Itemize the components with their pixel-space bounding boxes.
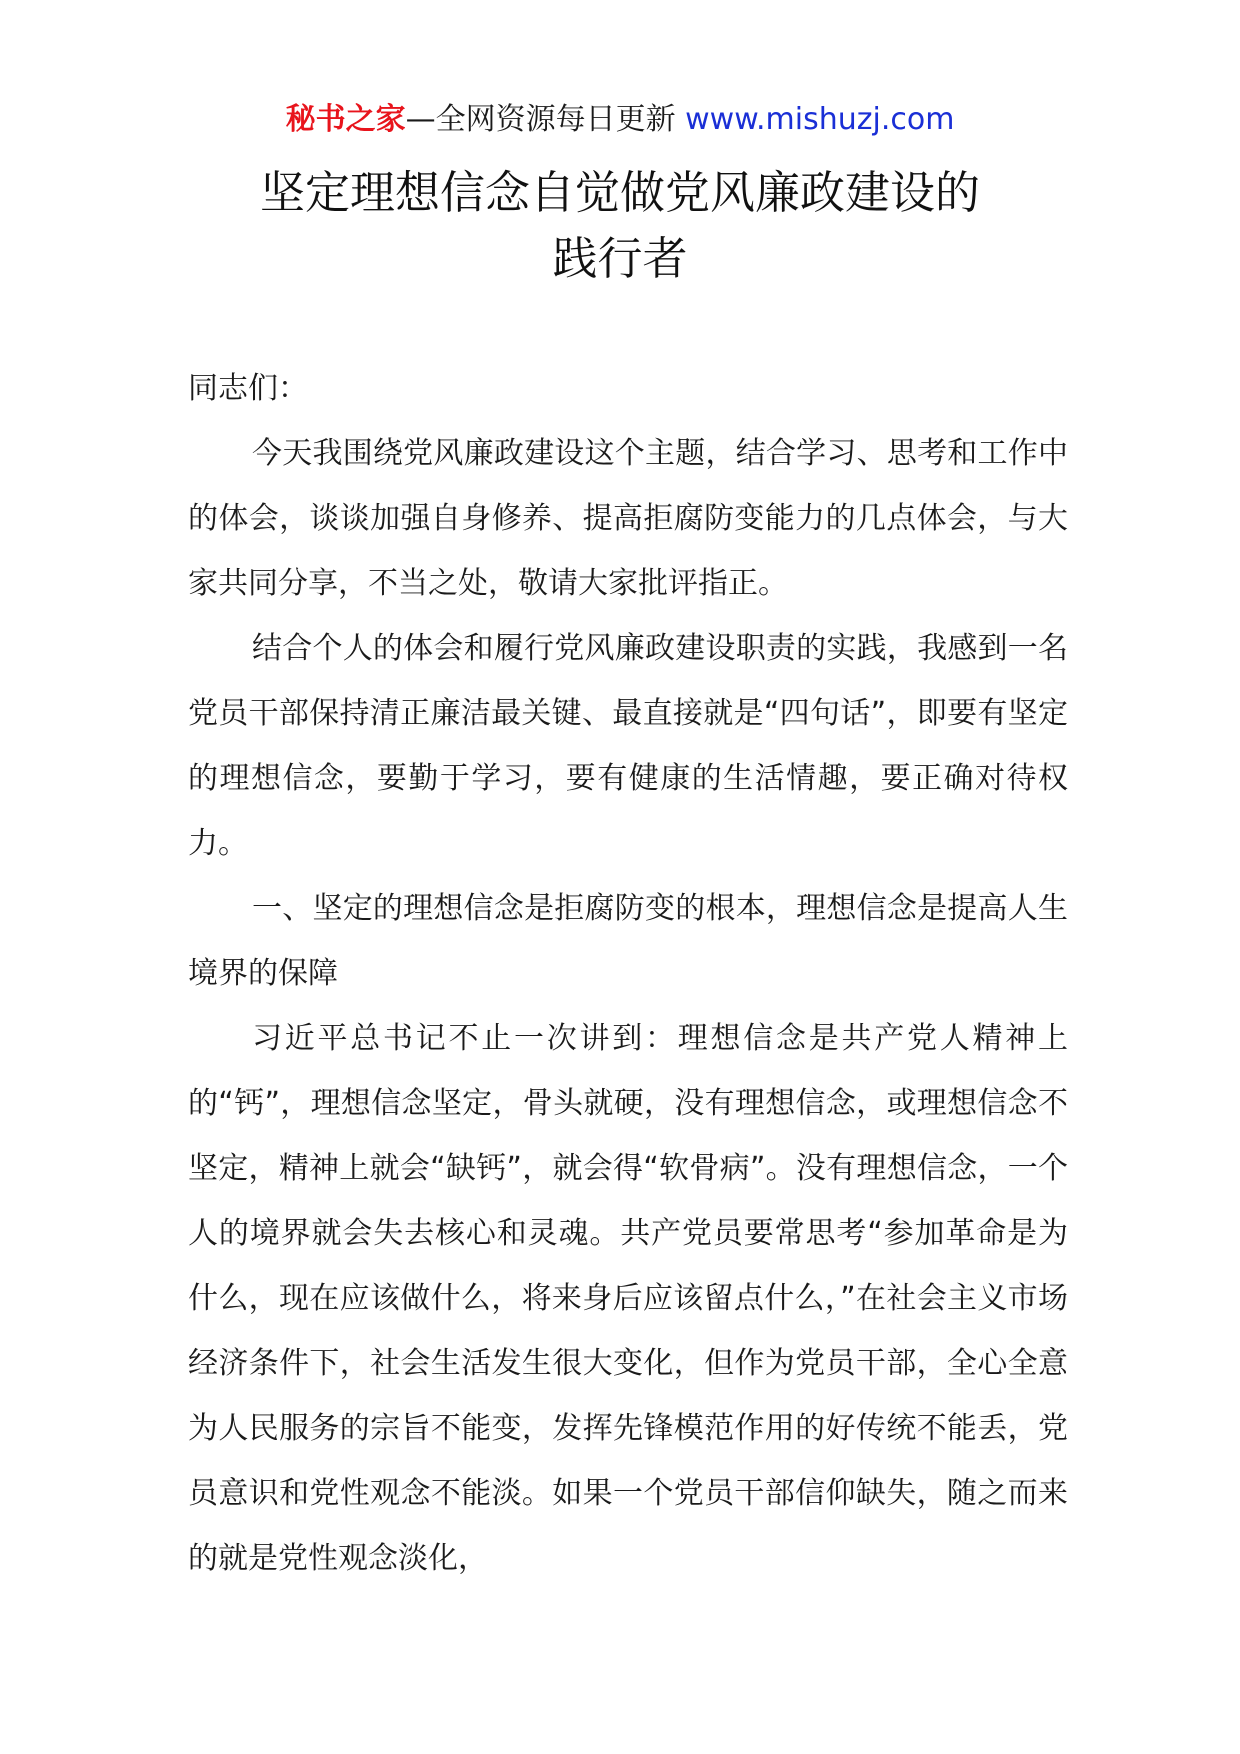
- title-line-2: 践行者: [552, 232, 688, 285]
- paragraph: 结合个人的体会和履行党风廉政建设职责的实践，我感到一名党员干部保持清正廉洁最关键、最直接就是“四句话”，即要有坚定的理想信念，要勤于学习，要有健康的生活情趣，要正确对待权力。: [188, 631, 1068, 861]
- paragraph: 今天我围绕党风廉政建设这个主题，结合学习、思考和工作中的体会，谈谈加强自身修养、提高拒腐防变能力的几点体会，与大家共同分享，不当之处，敬请大家批评指正。: [188, 436, 1068, 601]
- site-brand: 秘书之家: [285, 102, 406, 137]
- title-line-1: 坚定理想信念自觉做党风廉政建设的: [259, 166, 980, 219]
- paragraph: 习近平总书记不止一次讲到：理想信念是共产党人精神上的“钙”，理想信念坚定，骨头就硬，没有理想信念，或理想信念不坚定，精神上就会“缺钙”，就会得“软骨病”。没有理想信念，一个人的境界就会失去核心和灵魂。共产党员要常思考“参加革命是为什么，现在应该做什么，将来身后应该留点什么，”在社会主义市场经济条件下，社会生活发生很大变化，但作为党员干部，全心全意为人民服务的宗旨不能变，发挥先锋模范作用的好传统不能丢，党员意识和党性观念不能淡。如果一个党员干部信仰缺失，随之而来的就是党性观念淡化，: [188, 1021, 1068, 1576]
- document-body: [188, 356, 1068, 1591]
- site-slogan: —全网资源每日更新: [405, 102, 686, 137]
- site-header: [0, 100, 1240, 140]
- site-url-link[interactable]: www.mishuzj.com: [685, 102, 955, 137]
- document-title: [0, 160, 1240, 292]
- section-heading: 一、坚定的理想信念是拒腐防变的根本，理想信念是提高人生境界的保障: [188, 891, 1068, 991]
- salutation: 同志们：: [188, 371, 308, 406]
